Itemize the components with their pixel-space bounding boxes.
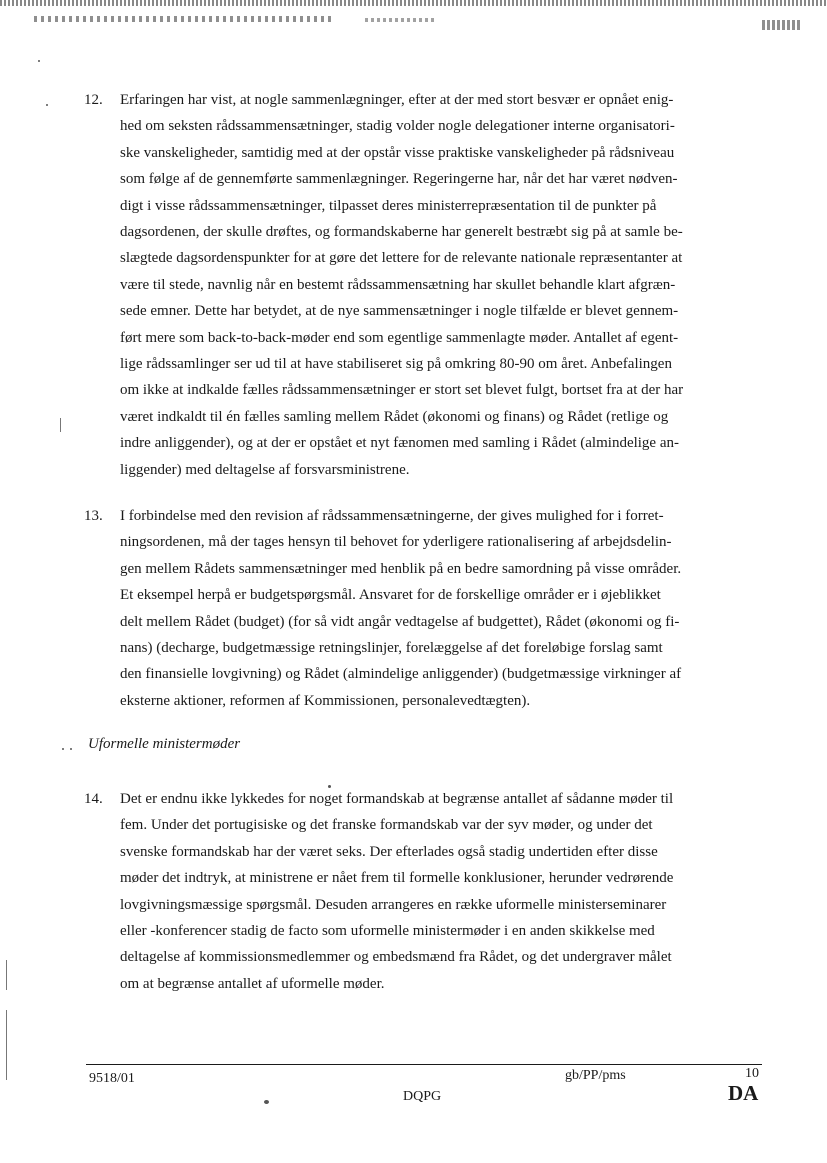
scan-speck — [62, 748, 64, 750]
scan-speck — [46, 104, 48, 106]
paragraph-number: 13. — [84, 508, 103, 524]
paragraph-text: Det er endnu ikke lykkedes for noget formandskab at begrænse antallet af sådanne møder til fem. Under det portugisiske og det franske formandskab var der syv møder, og under det svenske formandskab har der været seks. Der efterlades også stadig undertiden efter disse møder det indtryk, at ministrene er nået frem til formelle konklusioner, herunder vedrørende lovgivningsmæssige spørgsmål. Desuden arrangeres en række uformelle ministerseminarer eller -konferencer stadig de facto som uformelle ministermøder i en anden skikkelse med deltagelse af kommissionsmedlemmer og embedsmænd fra Rådet, og det undergraver målet om at begrænse antallet af uformelle møder. — [120, 791, 674, 992]
paragraph-number: 14. — [84, 791, 103, 807]
margin-scan-mark — [6, 960, 7, 990]
paragraph-text: I forbindelse med den revision af rådssammensætningerne, der gives mulighed for i forret- ningsordenen, må der tages hensyn til behovet for yderligere rationalisering af arbejdsdelin- gen mellem Rådets sammensætninger med henblik på en bedre samordning på visse områder. Et eksempel herpå er budgetspørgsmål. Ansvaret for de forskellige områder er i øjeblikket delt mellem Rådet (budget) (for så vidt angår vedtagelse af budgettet), Rådet (økonomi og fi- nans) (decharge, budgetmæssige retningslinjer, forelæggelse af det foreløbige forslag samt den finansielle lovgivning) og Rådet (almindelige anliggender) (budgetmæssige virkninger af eksterne aktioner, reformen af Kommissionen, personalevedtægten). — [120, 508, 682, 709]
paragraph-14 — [84, 786, 754, 997]
fax-header-page-mark — [762, 20, 802, 30]
scan-speck — [38, 60, 40, 62]
paragraph-text: Erfaringen har vist, at nogle sammenlægninger, efter at der med stort besvær er opnået enig- hed om seksten rådssammensætninger, stadig volder nogle delegationer interne organisatori- ske vanskeligheder, samtidig med at der opstår visse praktiske vanskeligheder på rådsniveau som følge af de gennemførte sammenlægninger. Regeringerne har, når det har været nødven- digt i visse rådssammensætninger, tilpasset deres ministerrepræsentation til de punkter på dagsordenen, der skulle drøftes, og formandskaberne har generelt bestræbt sig på at samle be- slægtede dagsordenspunkter for at gøre det lettere for de relevante nationale repræsentanter at være til stede, navnlig når en bestemt rådssammensætning har skullet behandle klart afgræn- sede emner. Dette har betydet, at de nye sammensætninger i nogle tilfælde er blevet gennem- ført mere som back-to-back-møder end som egentlige sammenlagte møder. Antallet af egent- lige rådssamlinger ser ud til at have stabiliseret sig på omkring 80-90 om året. Anbefalingen om ikke at indkalde fælles rådssammensætninger er stort set blevet fulgt, bortset fra at der har været indkaldt til én fælles samling mellem Rådet (økonomi og finans) og Rådet (retlige og indre anliggender), og at der er opstået et nyt fænomen med samling i Rådet (almindelige an- liggender) med deltagelse af forsvarsministrene. — [120, 92, 684, 478]
paragraph-13 — [84, 503, 754, 714]
footer-doc-number: 9518/01 — [89, 1071, 135, 1086]
paragraph-number: 12. — [84, 92, 103, 108]
fax-header-text-left — [34, 16, 334, 22]
footer-unit: DQPG — [403, 1089, 442, 1104]
margin-scan-mark — [60, 418, 61, 432]
margin-scan-mark — [6, 1010, 7, 1080]
scan-speck — [70, 748, 72, 750]
fax-header-strip — [0, 6, 827, 34]
paragraph-12 — [84, 87, 754, 483]
footer-divider — [86, 1064, 762, 1065]
scan-speck — [264, 1100, 269, 1104]
fax-header-text-mid — [365, 18, 435, 22]
footer-reference: gb/PP/pms — [565, 1068, 626, 1083]
footer-page-number: 10 — [745, 1066, 759, 1081]
section-heading: Uformelle ministermøder — [88, 736, 241, 752]
scan-speck — [328, 785, 331, 788]
footer-language-code: DA — [728, 1081, 759, 1105]
